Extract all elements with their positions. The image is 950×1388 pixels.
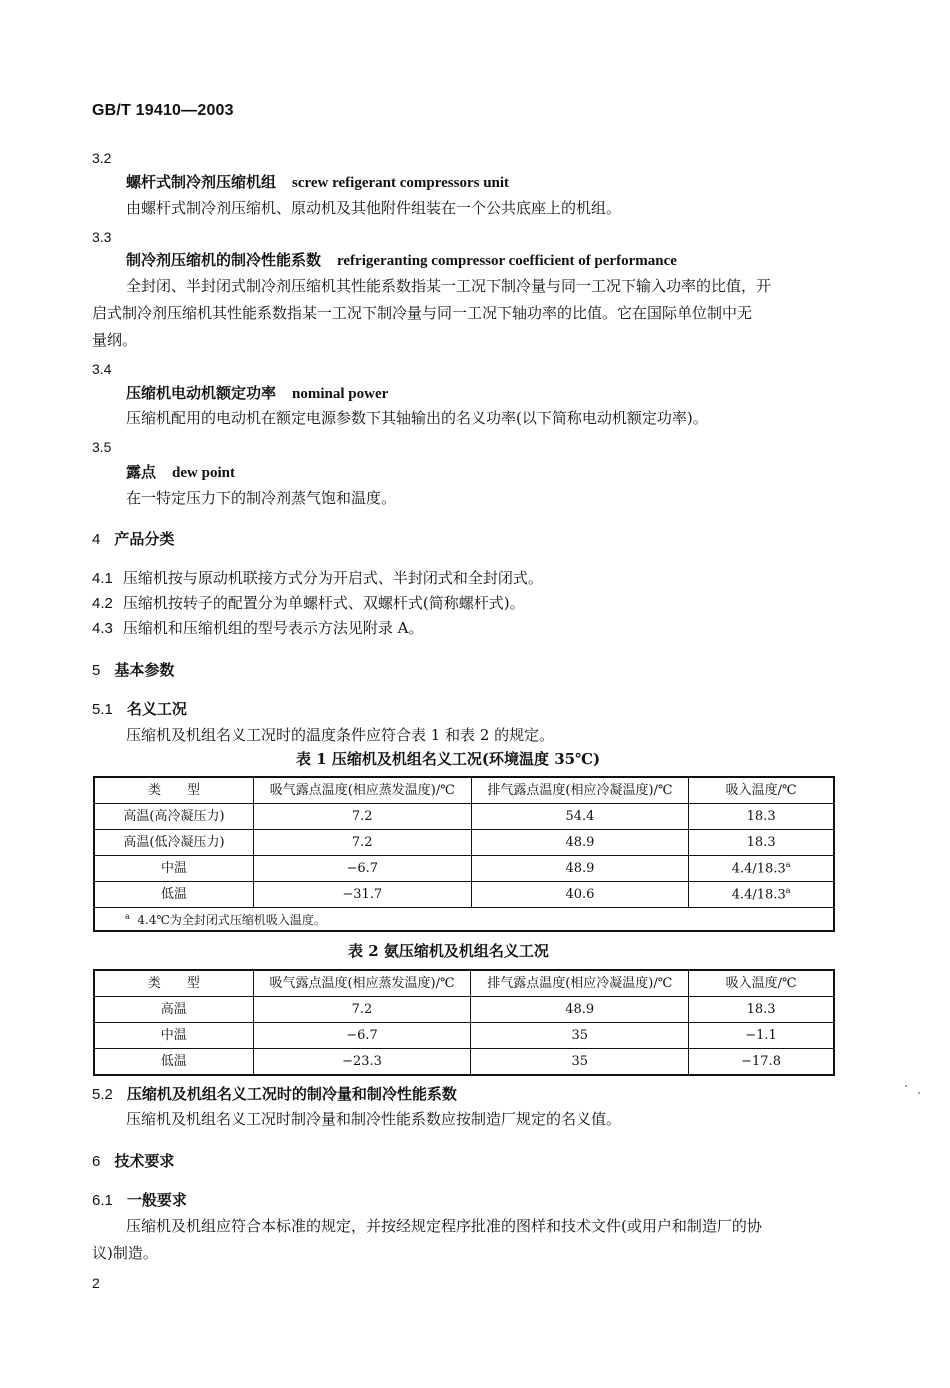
clause [92,621,423,636]
section-heading [92,663,174,678]
clause [92,596,525,611]
table-cell: 54.4 [471,804,689,830]
term-number: 3.2 [92,150,112,166]
footnote-mark: a [125,911,130,921]
term-definition-line: 量纲。 [92,331,138,349]
term-title [126,175,509,191]
term-title [126,465,235,481]
table-cell: 中温 [94,856,253,882]
term-definition: 在一特定压力下的制冷剂蒸气饱和温度。 [126,489,397,507]
section-number: 6 [92,1153,101,1170]
clause-text: 压缩机按转子的配置分为单螺杆式、双螺杆式(简称螺杆式)。 [122,594,525,612]
term-definition: 压缩机配用的电动机在额定电源参数下其轴输出的名义功率(以下简称电动机额定功率)。 [126,409,708,427]
section-heading [92,1154,174,1169]
subsection-heading [92,1193,187,1208]
term-en: dew point [172,465,235,481]
section-title: 技术要求 [114,1152,175,1170]
footnote-text: 4.4℃为全封闭式压缩机吸入温度。 [137,912,326,927]
term-title [126,386,388,402]
term-en: screw refigerant compressors unit [292,175,510,191]
clause-number: 4.1 [92,570,113,587]
section-number: 4 [92,531,101,548]
table1 [93,776,835,932]
term-definition: 由螺杆式制冷剂压缩机、原动机及其他附件组装在一个公共底座上的机组。 [126,199,622,217]
subsection-title: 名义工况 [126,700,187,718]
table-header-cell: 吸入温度/℃ [689,970,834,997]
table-header-cell: 吸气露点温度(相应蒸发温度)/℃ [253,970,471,997]
table-header-row [94,970,834,997]
paragraph: 压缩机及机组名义工况时制冷量和制冷性能系数应按制造厂规定的名义值。 [126,1110,622,1128]
cell-value: 4.4/18.3 [731,861,786,877]
table2-caption: 表 2 氨压缩机及机组名义工况 [348,942,549,960]
term-zh: 螺杆式制冷剂压缩机组 [126,173,277,191]
paragraph-line: 议)制造。 [92,1244,158,1262]
table-cell: 高温(高冷凝压力) [94,804,253,830]
table-header-row [94,777,834,804]
table1-caption: 表 1 压缩机及机组名义工况(环境温度 35℃) [296,750,601,768]
section-number: 5 [92,662,101,679]
table2 [93,969,835,1076]
subsection-number: 5.2 [92,1086,113,1103]
section-title: 产品分类 [114,530,175,548]
scan-speck [905,1085,907,1087]
term-number: 3.5 [92,439,112,455]
table-header-cell: 吸入温度/℃ [689,777,834,804]
subsection-heading [92,1087,457,1102]
table-cell: 低温 [94,882,253,908]
term-en: nominal power [292,386,389,402]
subsection-number: 6.1 [92,1192,113,1209]
table-cell: −6.7 [253,1023,471,1049]
table-row [94,882,834,908]
table-header-cell: 吸气露点温度(相应蒸发温度)/℃ [253,777,471,804]
page-number: 2 [92,1275,100,1291]
term-number: 3.3 [92,229,112,245]
subsection-title: 一般要求 [126,1191,187,1209]
clause-text: 压缩机按与原动机联接方式分为开启式、半封闭式和全封闭式。 [122,569,543,587]
table-cell: 7.2 [253,830,471,856]
table-cell: 48.9 [471,997,689,1023]
footnote-mark: a [785,860,791,870]
table-row [94,1049,834,1076]
table-row [94,856,834,882]
table-cell [689,882,834,908]
term-zh: 制冷剂压缩机的制冷性能系数 [126,251,322,269]
table-cell: 35 [471,1023,689,1049]
table-cell: 48.9 [471,856,689,882]
table-cell: 35 [471,1049,689,1076]
table-cell: 高温(低冷凝压力) [94,830,253,856]
table-header-cell: 类 型 [94,777,253,804]
section-title: 基本参数 [114,661,175,679]
cell-value: 4.4/18.3 [731,887,786,903]
subsection-title: 压缩机及机组名义工况时的制冷量和制冷性能系数 [126,1085,457,1103]
term-title [126,253,677,269]
term-definition-line: 启式制冷剂压缩机其性能系数指某一工况下制冷量与同一工况下轴功率的比值。它在国际单位制中无 [92,304,753,322]
term-definition-line: 全封闭、半封闭式制冷剂压缩机其性能系数指某一工况下制冷量与同一工况下输入功率的比值，开 [126,277,772,295]
term-zh: 露点 [126,463,157,481]
table-header-cell: 类 型 [94,970,253,997]
table-cell: 40.6 [471,882,689,908]
table-row [94,804,834,830]
table-cell: −23.3 [253,1049,471,1076]
table-header-cell: 排气露点温度(相应冷凝温度)/℃ [471,777,689,804]
subsection-number: 5.1 [92,701,113,718]
table-cell: −17.8 [689,1049,834,1076]
table-cell: 18.3 [689,830,834,856]
clause-text: 压缩机和压缩机组的型号表示方法见附录 A。 [122,619,424,637]
table-cell: 7.2 [253,997,471,1023]
table-cell: 高温 [94,997,253,1023]
subsection-heading [92,702,187,717]
paragraph-line: 压缩机及机组应符合本标准的规定，并按经规定程序批准的图样和技术文件(或用户和制造厂的协 [126,1217,762,1235]
table-footnote-row [94,908,834,932]
table-cell: −31.7 [253,882,471,908]
scan-speck [918,1092,920,1094]
table-footnote [94,908,834,932]
table-header-cell: 排气露点温度(相应冷凝温度)/℃ [471,970,689,997]
table-cell: 低温 [94,1049,253,1076]
table-row [94,997,834,1023]
term-zh: 压缩机电动机额定功率 [126,384,277,402]
table-cell: 18.3 [689,997,834,1023]
term-en: refrigeranting compressor coefficient of performance [337,253,677,269]
table-row [94,1023,834,1049]
table-cell: −6.7 [253,856,471,882]
footnote-mark: a [785,886,791,896]
paragraph: 压缩机及机组名义工况时的温度条件应符合表 1 和表 2 的规定。 [126,726,555,744]
term-number: 3.4 [92,361,112,377]
table-cell: −1.1 [689,1023,834,1049]
standard-number: GB/T 19410—2003 [92,102,234,119]
table-cell: 中温 [94,1023,253,1049]
clause [92,571,543,586]
table-cell [689,856,834,882]
clause-number: 4.2 [92,595,113,612]
table-row [94,830,834,856]
table-cell: 48.9 [471,830,689,856]
clause-number: 4.3 [92,620,113,637]
table-cell: 7.2 [253,804,471,830]
table-cell: 18.3 [689,804,834,830]
section-heading [92,532,174,547]
